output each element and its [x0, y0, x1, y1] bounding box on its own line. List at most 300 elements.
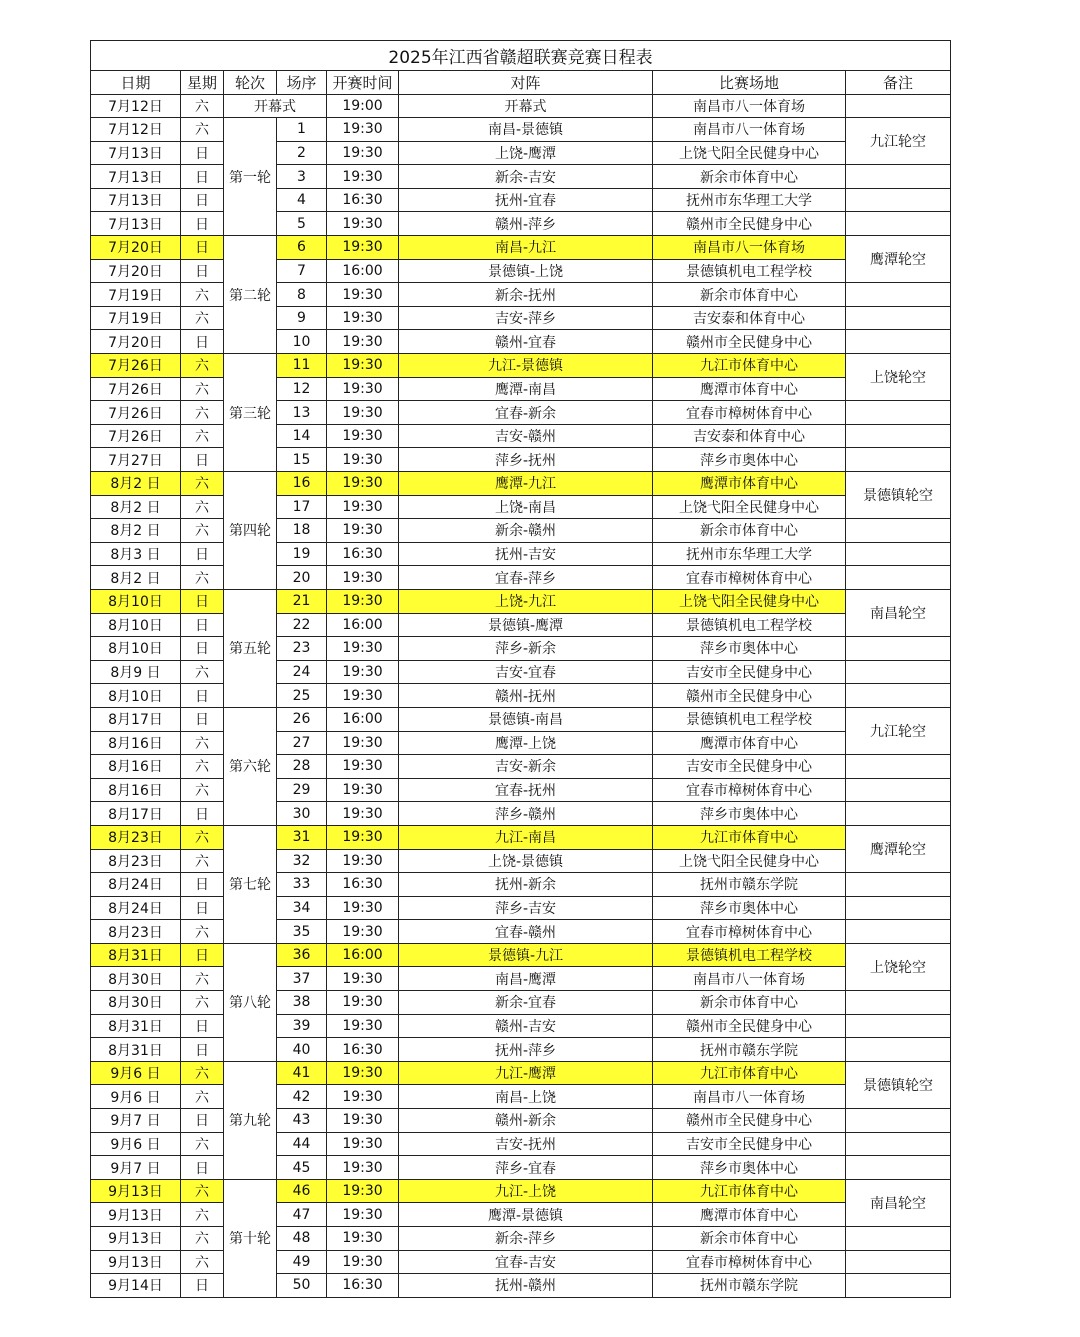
match-time: 19:30 [327, 1132, 399, 1156]
table-row [91, 1274, 951, 1298]
match-weekday: 日 [181, 943, 224, 967]
match-date: 8月24日 [91, 896, 181, 920]
header-match-no: 场序 [277, 71, 327, 95]
match-date: 8月2 日 [91, 566, 181, 590]
match-time: 19:30 [327, 472, 399, 496]
remark-empty [846, 660, 951, 684]
table-row [91, 1038, 951, 1062]
match-time: 19:30 [327, 1109, 399, 1133]
match-number: 39 [277, 1014, 327, 1038]
schedule-table [90, 40, 951, 1298]
table-row [91, 825, 951, 849]
table-row [91, 731, 951, 755]
match-date: 8月2 日 [91, 472, 181, 496]
match-venue: 景德镇机电工程学校 [653, 259, 846, 283]
match-number: 3 [277, 165, 327, 189]
table-row [91, 566, 951, 590]
match-teams: 鹰潭-上饶 [399, 731, 653, 755]
match-venue: 抚州市赣东学院 [653, 873, 846, 897]
match-time: 19:30 [327, 825, 399, 849]
match-number: 10 [277, 330, 327, 354]
match-number: 7 [277, 259, 327, 283]
match-weekday: 日 [181, 1014, 224, 1038]
match-weekday: 六 [181, 1203, 224, 1227]
table-row [91, 660, 951, 684]
match-venue: 抚州市东华理工大学 [653, 188, 846, 212]
match-time: 19:30 [327, 1061, 399, 1085]
match-venue: 景德镇机电工程学校 [653, 707, 846, 731]
match-time: 19:30 [327, 377, 399, 401]
match-date: 7月12日 [91, 118, 181, 142]
match-number: 8 [277, 283, 327, 307]
match-number: 48 [277, 1227, 327, 1251]
match-teams: 南昌-上饶 [399, 1085, 653, 1109]
match-number: 1 [277, 118, 327, 142]
match-number: 21 [277, 589, 327, 613]
match-number: 16 [277, 472, 327, 496]
bye-note: 九江轮空 [846, 707, 951, 754]
match-number: 22 [277, 613, 327, 637]
opening-date: 7月12日 [91, 94, 181, 118]
table-row [91, 519, 951, 543]
remark-empty [846, 401, 951, 425]
match-date: 7月20日 [91, 236, 181, 260]
bye-note: 九江轮空 [846, 118, 951, 165]
match-date: 7月19日 [91, 283, 181, 307]
match-date: 7月27日 [91, 448, 181, 472]
match-weekday: 日 [181, 589, 224, 613]
remark-empty [846, 802, 951, 826]
match-weekday: 日 [181, 236, 224, 260]
match-venue: 宜春市樟树体育中心 [653, 920, 846, 944]
table-row [91, 1085, 951, 1109]
match-venue: 鹰潭市体育中心 [653, 377, 846, 401]
table-row [91, 330, 951, 354]
match-venue: 赣州市全民健身中心 [653, 1109, 846, 1133]
match-date: 8月23日 [91, 825, 181, 849]
match-venue: 赣州市全民健身中心 [653, 684, 846, 708]
match-weekday: 六 [181, 377, 224, 401]
match-time: 19:30 [327, 141, 399, 165]
match-date: 7月13日 [91, 165, 181, 189]
match-weekday: 六 [181, 472, 224, 496]
match-time: 16:30 [327, 1274, 399, 1298]
match-date: 8月17日 [91, 707, 181, 731]
match-time: 19:30 [327, 424, 399, 448]
match-venue: 宜春市樟树体育中心 [653, 401, 846, 425]
table-row [91, 1132, 951, 1156]
header-weekday: 星期 [181, 71, 224, 95]
match-time: 19:30 [327, 991, 399, 1015]
round-label: 第二轮 [224, 236, 277, 354]
match-venue: 赣州市全民健身中心 [653, 212, 846, 236]
bye-note: 鹰潭轮空 [846, 825, 951, 872]
match-venue: 九江市体育中心 [653, 825, 846, 849]
table-row [91, 377, 951, 401]
match-number: 46 [277, 1179, 327, 1203]
match-venue: 南昌市八一体育场 [653, 1085, 846, 1109]
match-venue: 萍乡市奥体中心 [653, 896, 846, 920]
opening-time: 19:00 [327, 94, 399, 118]
match-teams: 景德镇-鹰潭 [399, 613, 653, 637]
match-time: 19:30 [327, 637, 399, 661]
match-teams: 赣州-抚州 [399, 684, 653, 708]
match-teams: 宜春-新余 [399, 401, 653, 425]
match-time: 19:30 [327, 519, 399, 543]
match-teams: 新余-赣州 [399, 519, 653, 543]
match-number: 19 [277, 542, 327, 566]
match-time: 19:30 [327, 566, 399, 590]
match-venue: 南昌市八一体育场 [653, 118, 846, 142]
match-time: 16:00 [327, 707, 399, 731]
match-venue: 萍乡市奥体中心 [653, 637, 846, 661]
header-row [91, 71, 951, 95]
remark-empty [846, 896, 951, 920]
match-venue: 南昌市八一体育场 [653, 236, 846, 260]
round-label: 第六轮 [224, 707, 277, 825]
match-teams: 抚州-赣州 [399, 1274, 653, 1298]
match-number: 35 [277, 920, 327, 944]
remark-empty [846, 566, 951, 590]
remark-empty [846, 1274, 951, 1298]
match-weekday: 六 [181, 354, 224, 378]
remark-empty [846, 1109, 951, 1133]
match-date: 8月16日 [91, 755, 181, 779]
match-time: 19:30 [327, 967, 399, 991]
match-number: 6 [277, 236, 327, 260]
remark-empty [846, 920, 951, 944]
bye-note: 上饶轮空 [846, 354, 951, 401]
match-teams: 宜春-赣州 [399, 920, 653, 944]
match-date: 8月24日 [91, 873, 181, 897]
match-teams: 新余-抚州 [399, 283, 653, 307]
table-row [91, 542, 951, 566]
match-time: 19:30 [327, 1227, 399, 1251]
match-time: 19:30 [327, 1250, 399, 1274]
match-date: 9月6 日 [91, 1132, 181, 1156]
match-date: 9月6 日 [91, 1061, 181, 1085]
match-teams: 鹰潭-南昌 [399, 377, 653, 401]
match-number: 2 [277, 141, 327, 165]
match-teams: 南昌-景德镇 [399, 118, 653, 142]
remark-empty [846, 1132, 951, 1156]
table-row [91, 991, 951, 1015]
match-venue: 上饶弋阳全民健身中心 [653, 141, 846, 165]
remark-empty [846, 778, 951, 802]
match-time: 19:30 [327, 849, 399, 873]
match-teams: 景德镇-南昌 [399, 707, 653, 731]
match-teams: 赣州-新余 [399, 1109, 653, 1133]
match-weekday: 日 [181, 188, 224, 212]
match-date: 7月20日 [91, 330, 181, 354]
remark-empty [846, 1156, 951, 1180]
match-venue: 上饶弋阳全民健身中心 [653, 589, 846, 613]
match-teams: 赣州-吉安 [399, 1014, 653, 1038]
match-weekday: 日 [181, 1274, 224, 1298]
table-row [91, 1014, 951, 1038]
match-date: 9月13日 [91, 1179, 181, 1203]
match-weekday: 六 [181, 1250, 224, 1274]
remark-empty [846, 165, 951, 189]
match-venue: 鹰潭市体育中心 [653, 472, 846, 496]
match-number: 33 [277, 873, 327, 897]
table-row [91, 802, 951, 826]
header-round: 轮次 [224, 71, 277, 95]
match-teams: 宜春-萍乡 [399, 566, 653, 590]
match-number: 25 [277, 684, 327, 708]
match-date: 7月26日 [91, 354, 181, 378]
bye-note: 景德镇轮空 [846, 1061, 951, 1108]
bye-note: 景德镇轮空 [846, 472, 951, 519]
round-label: 第一轮 [224, 118, 277, 236]
match-weekday: 六 [181, 1227, 224, 1251]
match-weekday: 六 [181, 778, 224, 802]
match-venue: 萍乡市奥体中心 [653, 1156, 846, 1180]
opening-row [91, 94, 951, 118]
match-weekday: 六 [181, 967, 224, 991]
match-date: 8月16日 [91, 731, 181, 755]
table-row [91, 283, 951, 307]
table-row [91, 849, 951, 873]
remark-empty [846, 448, 951, 472]
schedule-body [91, 94, 951, 1297]
match-date: 7月19日 [91, 306, 181, 330]
match-number: 20 [277, 566, 327, 590]
table-row [91, 1250, 951, 1274]
table-row [91, 141, 951, 165]
match-venue: 景德镇机电工程学校 [653, 613, 846, 637]
remark-empty [846, 991, 951, 1015]
match-date: 8月9 日 [91, 660, 181, 684]
match-weekday: 六 [181, 495, 224, 519]
match-number: 24 [277, 660, 327, 684]
remark-empty [846, 1038, 951, 1062]
table-row [91, 1203, 951, 1227]
match-time: 19:30 [327, 495, 399, 519]
match-number: 23 [277, 637, 327, 661]
table-row [91, 188, 951, 212]
table-row [91, 354, 951, 378]
match-teams: 鹰潭-九江 [399, 472, 653, 496]
opening-venue: 南昌市八一体育场 [653, 94, 846, 118]
match-date: 8月31日 [91, 1014, 181, 1038]
match-venue: 宜春市樟树体育中心 [653, 1250, 846, 1274]
remark-empty [846, 330, 951, 354]
match-weekday: 六 [181, 849, 224, 873]
match-teams: 吉安-赣州 [399, 424, 653, 448]
round-label: 第八轮 [224, 943, 277, 1061]
table-row [91, 212, 951, 236]
match-venue: 吉安市全民健身中心 [653, 755, 846, 779]
match-teams: 吉安-新余 [399, 755, 653, 779]
bye-note: 南昌轮空 [846, 1179, 951, 1226]
round-label: 第九轮 [224, 1061, 277, 1179]
match-venue: 九江市体育中心 [653, 1061, 846, 1085]
match-time: 19:30 [327, 802, 399, 826]
match-number: 27 [277, 731, 327, 755]
match-time: 16:00 [327, 943, 399, 967]
match-date: 9月14日 [91, 1274, 181, 1298]
match-number: 38 [277, 991, 327, 1015]
match-teams: 上饶-景德镇 [399, 849, 653, 873]
match-number: 45 [277, 1156, 327, 1180]
remark-empty [846, 684, 951, 708]
match-date: 8月23日 [91, 920, 181, 944]
match-time: 16:30 [327, 542, 399, 566]
match-date: 7月26日 [91, 377, 181, 401]
match-number: 32 [277, 849, 327, 873]
match-venue: 九江市体育中心 [653, 354, 846, 378]
match-date: 8月31日 [91, 943, 181, 967]
match-teams: 新余-宜春 [399, 991, 653, 1015]
match-weekday: 六 [181, 1132, 224, 1156]
match-time: 19:30 [327, 165, 399, 189]
match-time: 19:30 [327, 401, 399, 425]
match-weekday: 日 [181, 1156, 224, 1180]
match-date: 8月30日 [91, 991, 181, 1015]
round-label: 第四轮 [224, 472, 277, 590]
match-venue: 新余市体育中心 [653, 519, 846, 543]
match-weekday: 日 [181, 1038, 224, 1062]
match-venue: 抚州市东华理工大学 [653, 542, 846, 566]
match-time: 19:30 [327, 118, 399, 142]
opening-match: 开幕式 [399, 94, 653, 118]
match-date: 8月17日 [91, 802, 181, 826]
match-number: 40 [277, 1038, 327, 1062]
match-teams: 宜春-吉安 [399, 1250, 653, 1274]
match-venue: 赣州市全民健身中心 [653, 330, 846, 354]
table-row [91, 684, 951, 708]
header-date: 日期 [91, 71, 181, 95]
match-venue: 抚州市赣东学院 [653, 1038, 846, 1062]
match-weekday: 六 [181, 118, 224, 142]
opening-label: 开幕式 [224, 94, 327, 118]
match-time: 19:30 [327, 896, 399, 920]
match-venue: 宜春市樟树体育中心 [653, 778, 846, 802]
match-time: 19:30 [327, 1014, 399, 1038]
table-row [91, 401, 951, 425]
bye-note: 南昌轮空 [846, 589, 951, 636]
table-row [91, 1227, 951, 1251]
match-teams: 抚州-萍乡 [399, 1038, 653, 1062]
match-teams: 九江-南昌 [399, 825, 653, 849]
match-weekday: 日 [181, 542, 224, 566]
match-teams: 宜春-抚州 [399, 778, 653, 802]
match-teams: 吉安-萍乡 [399, 306, 653, 330]
remark-empty [846, 1014, 951, 1038]
remark-empty [846, 283, 951, 307]
remark-empty [846, 188, 951, 212]
match-teams: 上饶-鹰潭 [399, 141, 653, 165]
match-weekday: 六 [181, 660, 224, 684]
match-teams: 鹰潭-景德镇 [399, 1203, 653, 1227]
table-row [91, 448, 951, 472]
match-venue: 新余市体育中心 [653, 991, 846, 1015]
match-teams: 抚州-吉安 [399, 542, 653, 566]
schedule-sheet [90, 40, 950, 1298]
table-row [91, 1109, 951, 1133]
match-date: 7月13日 [91, 212, 181, 236]
match-weekday: 六 [181, 283, 224, 307]
match-weekday: 六 [181, 920, 224, 944]
match-weekday: 六 [181, 401, 224, 425]
table-row [91, 707, 951, 731]
remark-empty [846, 542, 951, 566]
remark-empty [846, 637, 951, 661]
match-time: 19:30 [327, 330, 399, 354]
match-date: 8月23日 [91, 849, 181, 873]
match-date: 8月10日 [91, 637, 181, 661]
match-time: 19:30 [327, 236, 399, 260]
table-row [91, 589, 951, 613]
table-row [91, 873, 951, 897]
match-number: 47 [277, 1203, 327, 1227]
match-weekday: 六 [181, 1061, 224, 1085]
match-teams: 上饶-九江 [399, 589, 653, 613]
table-row [91, 472, 951, 496]
match-venue: 吉安市全民健身中心 [653, 660, 846, 684]
match-number: 36 [277, 943, 327, 967]
match-venue: 鹰潭市体育中心 [653, 731, 846, 755]
match-weekday: 日 [181, 165, 224, 189]
table-row [91, 967, 951, 991]
table-row [91, 424, 951, 448]
match-teams: 萍乡-新余 [399, 637, 653, 661]
match-date: 8月3 日 [91, 542, 181, 566]
match-date: 7月26日 [91, 424, 181, 448]
match-teams: 吉安-抚州 [399, 1132, 653, 1156]
match-teams: 九江-景德镇 [399, 354, 653, 378]
match-weekday: 日 [181, 873, 224, 897]
table-row [91, 1156, 951, 1180]
match-time: 19:30 [327, 283, 399, 307]
match-number: 30 [277, 802, 327, 826]
match-number: 44 [277, 1132, 327, 1156]
match-weekday: 日 [181, 896, 224, 920]
match-venue: 萍乡市奥体中心 [653, 448, 846, 472]
match-number: 49 [277, 1250, 327, 1274]
match-number: 4 [277, 188, 327, 212]
remark-empty [846, 755, 951, 779]
match-weekday: 六 [181, 519, 224, 543]
match-date: 9月13日 [91, 1227, 181, 1251]
match-date: 7月13日 [91, 141, 181, 165]
match-number: 42 [277, 1085, 327, 1109]
match-time: 19:30 [327, 354, 399, 378]
match-teams: 景德镇-上饶 [399, 259, 653, 283]
match-time: 19:30 [327, 684, 399, 708]
match-date: 7月13日 [91, 188, 181, 212]
match-number: 29 [277, 778, 327, 802]
match-venue: 萍乡市奥体中心 [653, 802, 846, 826]
remark-empty [846, 424, 951, 448]
match-number: 37 [277, 967, 327, 991]
bye-note: 鹰潭轮空 [846, 236, 951, 283]
match-venue: 新余市体育中心 [653, 283, 846, 307]
match-time: 19:30 [327, 660, 399, 684]
remark-empty [846, 212, 951, 236]
match-weekday: 日 [181, 802, 224, 826]
match-date: 8月2 日 [91, 495, 181, 519]
match-date: 7月26日 [91, 401, 181, 425]
remark-empty [846, 519, 951, 543]
match-weekday: 日 [181, 637, 224, 661]
round-label: 第十轮 [224, 1179, 277, 1297]
opening-remark [846, 94, 951, 118]
match-venue: 新余市体育中心 [653, 1227, 846, 1251]
match-time: 19:30 [327, 731, 399, 755]
match-weekday: 日 [181, 212, 224, 236]
